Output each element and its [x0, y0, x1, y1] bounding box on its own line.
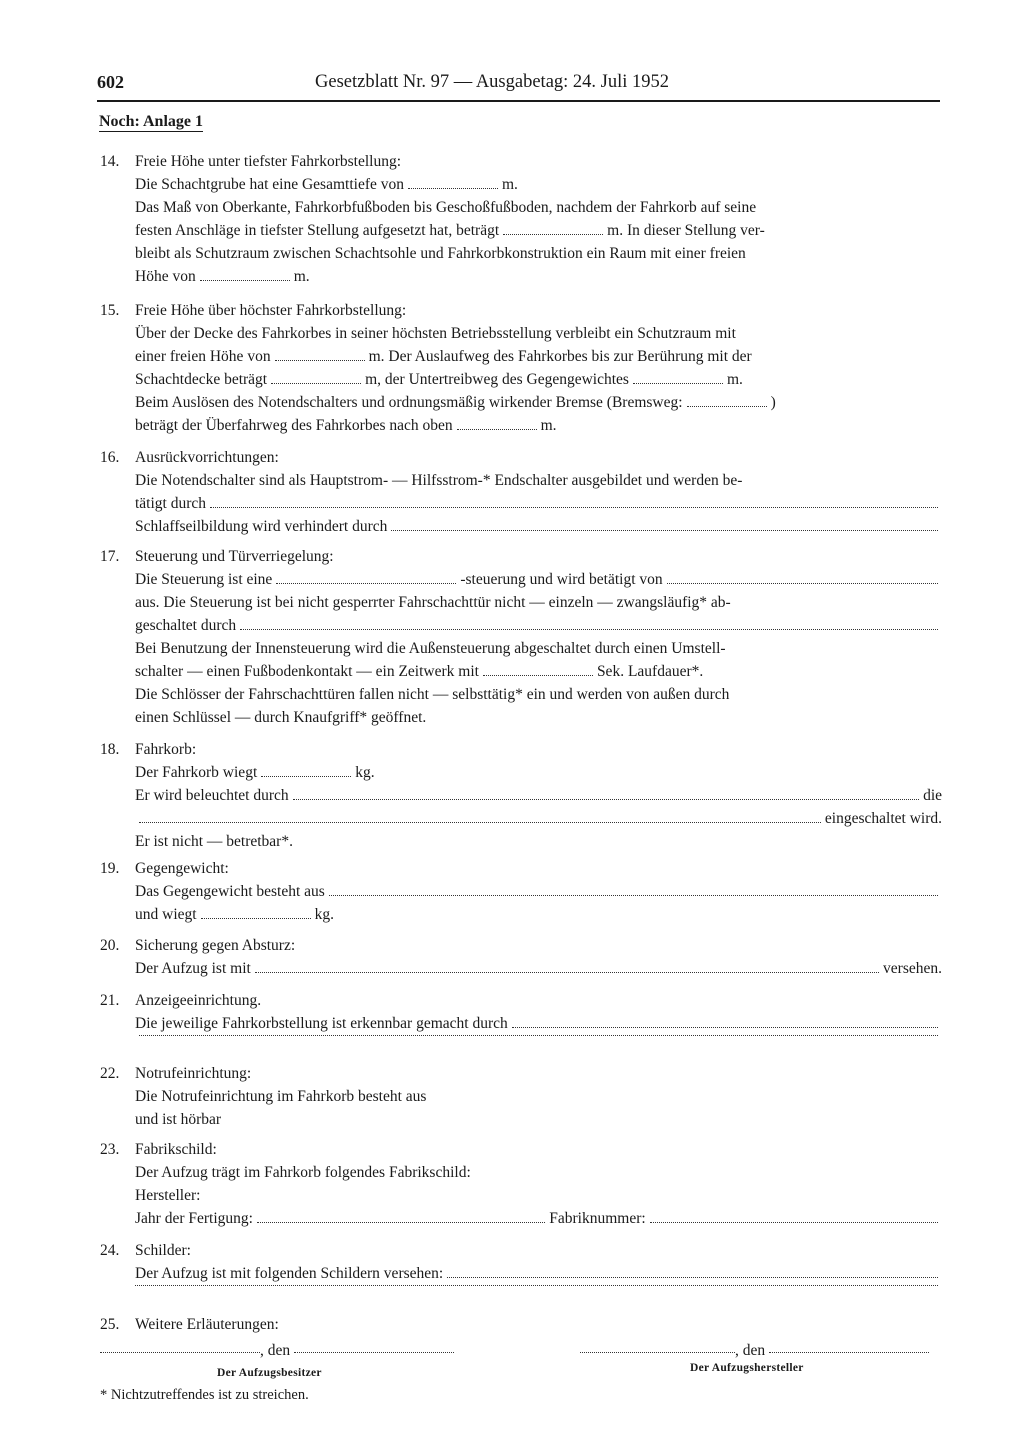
section-subtitle: Noch: Anlage 1: [99, 113, 203, 130]
fill-blank: [650, 1222, 938, 1223]
text-line: Die Steuerung ist eine -steuerung und wird betätigt von: [135, 568, 942, 591]
text-line: Der Fahrkorb wiegt kg.: [135, 764, 375, 781]
text-line: Das Maß von Oberkante, Fahrkorbfußboden bis Geschoßfußboden, nachdem der Fahrkorb auf seine: [135, 199, 757, 216]
fill-blank: [483, 675, 593, 676]
section-21: [100, 989, 942, 1058]
section-number: 15.: [100, 302, 120, 319]
signature-owner-label: Der Aufzugsbesitzer: [217, 1367, 322, 1379]
fill-blank: [240, 629, 938, 630]
fill-blank: [687, 406, 767, 407]
text-line: und ist hörbar: [135, 1111, 222, 1128]
section-number: 23.: [100, 1141, 120, 1158]
footnote: * Nichtzutreffendes ist zu streichen.: [100, 1387, 309, 1403]
section-number: 19.: [100, 860, 120, 877]
fill-blank: [408, 188, 498, 189]
fill-blank: [633, 383, 723, 384]
text-line: Höhe von m.: [135, 268, 310, 285]
section-number: 24.: [100, 1242, 120, 1259]
heading: Schilder:: [135, 1242, 191, 1259]
section-15: [100, 299, 942, 437]
fill-blank: [447, 1277, 938, 1278]
text-line: eingeschaltet wird.: [135, 807, 942, 830]
signature-owner-line: , den: [100, 1342, 458, 1360]
text-line: [135, 1285, 942, 1308]
text-line: Der Aufzug trägt im Fahrkorb folgendes Fabrikschild:: [135, 1164, 471, 1181]
text-line: Er ist nicht — betretbar*.: [135, 833, 293, 850]
section-25: [100, 1313, 942, 1336]
fill-blank: [769, 1352, 929, 1353]
section-19: [100, 857, 942, 926]
heading: Gegengewicht:: [135, 860, 229, 877]
fill-blank: [667, 583, 938, 584]
fill-blank: [391, 530, 938, 531]
heading: Anzeigeeinrichtung.: [135, 992, 262, 1009]
heading: Notrufeinrichtung:: [135, 1065, 252, 1082]
signature-manufacturer-label: Der Aufzugshersteller: [690, 1362, 804, 1374]
text-line: Die Notrufeinrichtung im Fahrkorb besteht aus: [135, 1088, 427, 1105]
text-line: Die Schlösser der Fahrschachttüren fallen nicht — selbsttätig* ein und werden von außen durch: [135, 686, 730, 703]
section-number: 14.: [100, 153, 120, 170]
section-number: 25.: [100, 1316, 120, 1333]
section-number: 18.: [100, 741, 120, 758]
text-line: Über der Decke des Fahrkorbes in seiner höchsten Betriebsstellung verbleibt ein Schutzraum mit: [135, 325, 736, 342]
text-line: und wiegt kg.: [135, 906, 334, 923]
heading: Fahrkorb:: [135, 741, 197, 758]
fill-blank: [276, 583, 456, 584]
text-line: Der Aufzug ist mit folgenden Schildern versehen:: [135, 1262, 942, 1285]
page-header: [97, 70, 940, 102]
fill-blank: [139, 1035, 938, 1036]
fill-blank: [255, 972, 879, 973]
section-23: [100, 1138, 942, 1230]
section-number: 16.: [100, 449, 120, 466]
text-line: bleibt als Schutzraum zwischen Schachtsohle und Fahrkorbkonstruktion ein Raum mit einer freien: [135, 245, 746, 262]
heading: Freie Höhe unter tiefster Fahrkorbstellung:: [135, 153, 402, 170]
text-line: geschaltet durch: [135, 614, 942, 637]
text-line: Der Aufzug ist mit versehen.: [135, 960, 942, 977]
heading: Weitere Erläuterungen:: [135, 1316, 279, 1333]
fill-blank: [293, 799, 919, 800]
text-line: Bei Benutzung der Innensteuerung wird die Außensteuerung abgeschaltet durch einen Umstell-: [135, 640, 726, 657]
text-line: Schlaffseilbildung wird verhindert durch: [135, 515, 942, 538]
section-22: [100, 1062, 942, 1131]
section-18: [100, 738, 942, 853]
section-number: 17.: [100, 548, 120, 565]
text-line: [135, 1035, 942, 1058]
text-line: Beim Auslösen des Notendschalters und ordnungsmäßig wirkender Bremse (Bremsweg: ): [135, 394, 776, 411]
text-line: Hersteller:: [135, 1187, 201, 1204]
fill-blank: [261, 776, 351, 777]
fill-blank: [139, 822, 821, 823]
text-line: schalter — einen Fußbodenkontakt — ein Zeitwerk mit Sek. Laufdauer*.: [135, 663, 704, 680]
heading: Sicherung gegen Absturz:: [135, 937, 296, 954]
section-24: [100, 1239, 942, 1308]
text-line: Die Notendschalter sind als Hauptstrom- — Hilfsstrom-* Endschalter ausgebildet und werden be-: [135, 472, 743, 489]
text-line: beträgt der Überfahrweg des Fahrkorbes nach oben m.: [135, 417, 557, 434]
fill-blank: [257, 1222, 545, 1223]
section-number: 20.: [100, 937, 120, 954]
text-line: Schachtdecke beträgt m, der Untertreibweg des Gegengewichtes m.: [135, 371, 743, 388]
fill-blank: [329, 895, 938, 896]
fill-blank: [580, 1352, 735, 1353]
section-17: [100, 545, 942, 729]
heading: Fabrikschild:: [135, 1141, 217, 1158]
fill-blank: [512, 1027, 938, 1028]
fill-blank: [200, 280, 290, 281]
text-line: Die Schachtgrube hat eine Gesamttiefe von m.: [135, 176, 518, 193]
text-line: einer freien Höhe von m. Der Auslaufweg des Fahrkorbes bis zur Berührung mit der: [135, 348, 752, 365]
fill-blank: [100, 1352, 260, 1353]
header-title: Gesetzblatt Nr. 97 — Ausgabetag: 24. Juli 1952: [315, 72, 670, 92]
heading: Steuerung und Türverriegelung:: [135, 548, 334, 565]
text-line: Das Gegengewicht besteht aus: [135, 880, 942, 903]
fill-blank: [275, 360, 365, 361]
fill-blank: [271, 383, 361, 384]
text-line: einen Schlüssel — durch Knaufgriff* geöffnet.: [135, 709, 427, 726]
section-number: 21.: [100, 992, 120, 1009]
section-16: [100, 446, 942, 538]
section-14: [100, 150, 942, 288]
text-line: festen Anschläge in tiefster Stellung aufgesetzt hat, beträgt m. In dieser Stellung ver-: [135, 222, 765, 239]
text-line: Jahr der Fertigung: Fabriknummer:: [135, 1207, 942, 1230]
text-line: Die jeweilige Fahrkorbstellung ist erkennbar gemacht durch: [135, 1012, 942, 1035]
page-number: 602: [97, 72, 124, 92]
fill-blank: [294, 1352, 454, 1353]
section-20: [100, 934, 942, 980]
text-line: aus. Die Steuerung ist bei nicht gesperrter Fahrschachttür nicht — einzeln — zwangsläufig* ab-: [135, 594, 731, 611]
fill-blank: [135, 1285, 938, 1286]
fill-blank: [457, 429, 537, 430]
heading: Freie Höhe über höchster Fahrkorbstellung:: [135, 302, 407, 319]
fill-blank: [210, 507, 938, 508]
text-line: Er wird beleuchtet durch die: [135, 787, 942, 804]
fill-blank: [201, 918, 311, 919]
signature-manufacturer-line: , den: [580, 1342, 933, 1360]
text-line: tätigt durch: [135, 492, 942, 515]
section-number: 22.: [100, 1065, 120, 1082]
heading: Ausrückvorrichtungen:: [135, 449, 279, 466]
fill-blank: [503, 234, 603, 235]
